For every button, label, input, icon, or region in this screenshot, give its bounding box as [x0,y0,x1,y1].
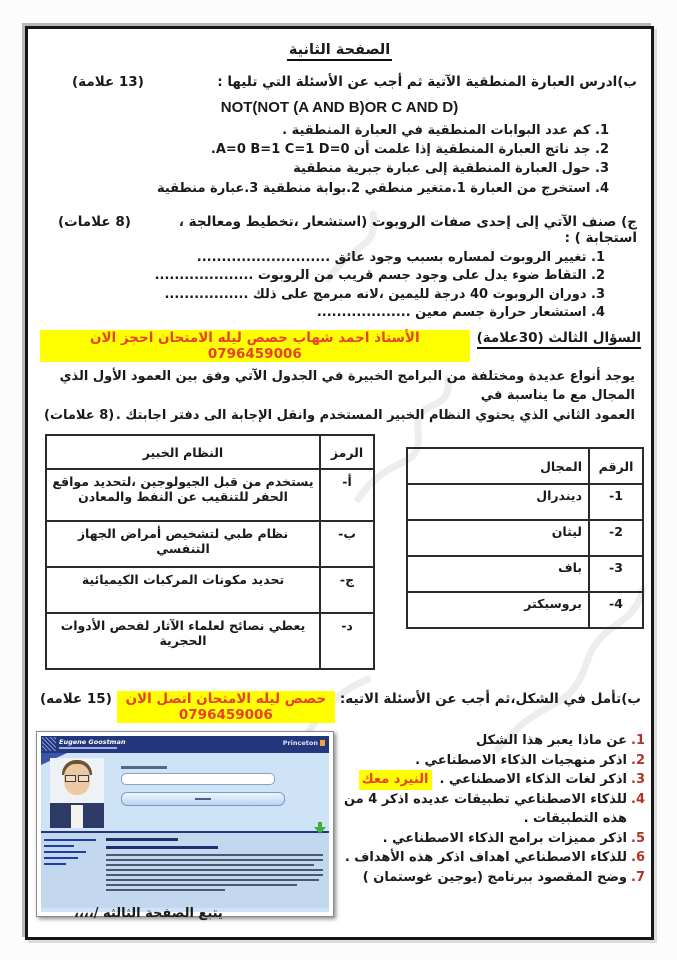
question-text: عن ماذا يعبر هذا الشكل [475,733,627,749]
text-line-skeleton [106,874,323,876]
sidebar-link [44,863,66,865]
question3-intro [44,367,635,426]
robot-item-list [38,249,605,323]
robot-section-header [58,214,637,246]
site-sidebar [44,837,102,906]
domain-name-cell: ديندرال [407,484,589,520]
question3-marks: (8 علامات) [44,407,115,423]
expert-desc-cell: نظام طبي لتشخيص أمراض الجهاز التنفسي [46,521,320,567]
sidebar-link [44,845,74,847]
list-item: 4. استشعار حرارة جسم معين ................... [316,305,605,321]
exam-page-frame [25,26,654,940]
list-item: 3. حول العبارة المنطقية إلى عبارة جبرية منطقية [293,161,609,177]
shield-icon [320,740,325,746]
expert-desc-cell: تحديد مكونات المركبات الكيميائية [46,567,320,613]
sidebar-link [44,839,96,841]
text-line-skeleton [106,889,225,891]
bio-text-area [106,837,326,906]
list-item [340,790,645,829]
expert-system-table [45,434,375,670]
table-header-row [407,448,643,484]
sidebar-link [44,857,78,859]
list-item [340,848,645,868]
question-text: اذكر لغات الذكاء الاصطناعي . [439,772,627,788]
tutor-ad-banner-2: حصص ليله الامتحان اتصل الان 0796459006 [117,691,335,723]
logic-expression: NOT(NOT (A AND B)OR C AND D) [220,99,459,116]
list-item: 3. دوران الروبوت 40 درجة لليمين ،لانه مبرمج على ذلك ................. [164,286,605,302]
text-line-skeleton [106,879,319,881]
expert-code-cell: د- [320,613,374,669]
list-item [340,868,645,888]
list-item: 2. جد ناتج العبارة المنطقية إذا علمت أن A=0 B=1 C=1 D=0. [210,142,609,158]
figure-section-marks: (15 علامه) [40,691,112,708]
chat-input-area [121,766,285,806]
question-number: 6. [631,850,645,866]
list-item: 4. استخرج من العبارة 1.متغير منطقي 2.بوابة منطقية 3.عبارة منطقية [156,180,609,196]
table-row [46,521,374,567]
page-title: الصفحة الثانية [287,42,392,61]
list-item: 1. كم عدد البوابات المنطقية في العبارة المنطقية . [282,123,609,138]
question-text: وضح المقصود ببرنامج (يوجين غوستمان ) [362,869,627,885]
domain-num-cell: 3- [589,556,643,592]
princeton-logo-text: Princeton [282,739,318,748]
logic-section-heading: ب)ادرس العبارة المنطقية الآتية ثم أجب عن الأسئلة التي تليها : [217,74,637,90]
table-row [407,592,643,628]
question3-header-row [40,330,641,362]
table-row [407,520,643,556]
domain-num-cell: 1- [589,484,643,520]
domain-num-cell: 4- [589,592,643,628]
question-number: 4. [631,791,645,807]
bio-panel [41,833,329,908]
avatar [50,758,104,828]
question-text: اذكر مميزات برامج الذكاء الاصطناعي . [382,830,627,846]
table-row [46,469,374,521]
domain-num-cell: 2- [589,520,643,556]
green-arrow-icon [314,822,326,834]
chat-panel [41,753,329,831]
expert-system-header: النظام الخبير [46,435,320,469]
ask-button [121,792,285,806]
bio-subheading-text [106,846,218,849]
robot-section-marks: (8 علامات) [58,213,131,230]
expert-code-cell: أ- [320,469,374,521]
text-line-skeleton [106,864,314,866]
domain-name-cell: ليثان [407,520,589,556]
text-line-skeleton [106,884,297,886]
question-number: 2. [631,752,645,768]
logic-section-header [72,74,637,90]
domain-table [406,447,644,629]
matching-tables-area [28,434,651,678]
figure-section-heading: ب)تأمل في الشكل،ثم أجب عن الأسئلة الاتيه: [339,691,641,708]
chatbot-site-body [41,736,329,912]
question3-intro-line2-row [44,406,635,426]
expert-desc-cell: يعطي نصائح لعلماء الآثار لفحص الأدوات الحجرية [46,613,320,669]
question3-title: السؤال الثالث (30علامة) [477,330,641,349]
princeton-logo [283,739,325,747]
list-item: 2. التقاط ضوء يدل على وجود جسم قريب من الروبوت .................... [154,268,605,284]
bio-heading-text [106,838,178,841]
site-logo-icon [42,737,56,751]
table-row [46,613,374,669]
text-line-skeleton [106,869,323,871]
question-number: 1. [631,733,645,749]
list-item [340,731,645,751]
input-label-text [121,766,167,769]
list-item [340,829,645,849]
expert-code-cell: ج- [320,567,374,613]
question-text: اذكر منهجيات الذكاء الاصطناعي . [415,752,627,768]
table-header-row [46,435,374,469]
page-title-wrap [28,39,651,61]
question-input [121,773,275,785]
list-item [340,751,645,771]
domain-name-cell: باف [407,556,589,592]
question-text: للذكاء الاصطناعي تطبيقات عديده اذكر 4 من هذه التطبيقات . [343,791,627,827]
expert-code-cell: ب- [320,521,374,567]
expert-desc-cell: يستخدم من قبل الجيولوجين ،لتحديد مواقع الحفر للتنقيب عن النفط والمعادن [46,469,320,521]
question-text: للذكاء الاصطناعي اهداف اذكر هذه الأهداف . [344,850,627,866]
list-item [340,770,645,790]
table-row [407,484,643,520]
domain-num-header: الرقم [589,448,643,484]
question-number: 3. [631,772,645,788]
figure-question-list [340,731,645,887]
chatbot-website-figure [36,731,334,917]
question-number: 5. [631,830,645,846]
text-line-skeleton [106,859,323,861]
domain-name-header: المجال [407,448,589,484]
figure-and-questions-row [36,731,645,917]
question-number: 7. [631,869,645,885]
glasses-icon [65,775,89,782]
question3-intro-line2: العمود الثاني الذي يحتوي النظام الخبير المستخدم وانقل الإجابة الى دفتر اجابتك . [115,407,635,423]
site-brand-name: Eugene Goostman [59,738,126,747]
table-row [46,567,374,613]
figure-section-header [40,691,641,723]
list-item: 1. تغيير الروبوت لمساره بسبب وجود عائق ........................... [196,249,605,265]
logic-section-marks: (13 علامة) [72,74,144,90]
tutor-ad-banner: الأستاذ احمد شهاب حصص ليله الامتحان احجز الان 0796459006 [40,330,470,362]
site-brand-tagline [59,747,117,749]
avatar-shirt [71,805,83,828]
table-row [407,556,643,592]
tutor-ad-inline: النيرد معك [359,770,432,790]
sidebar-link [44,851,86,853]
domain-name-cell: بروسبكتر [407,592,589,628]
continuation-note: يتبع الصفحة الثالثه /،،،، [74,906,223,921]
chatbot-site-header [41,736,329,753]
question3-intro-line1: يوجد أنواع عديدة ومختلفة من البرامج الخبيرة في الجدول الآتي وفق بين العمود الأول الذي المجال مع ما يناسبة في [59,368,635,404]
logic-question-list [38,121,609,198]
text-line-skeleton [106,854,323,856]
expert-code-header: الرمز [320,435,374,469]
robot-section-heading: ج) صنف الآتي إلى إحدى صفات الروبوت (استشعار ،تخطيط ومعالجة ، استجابة ) : [178,213,637,246]
